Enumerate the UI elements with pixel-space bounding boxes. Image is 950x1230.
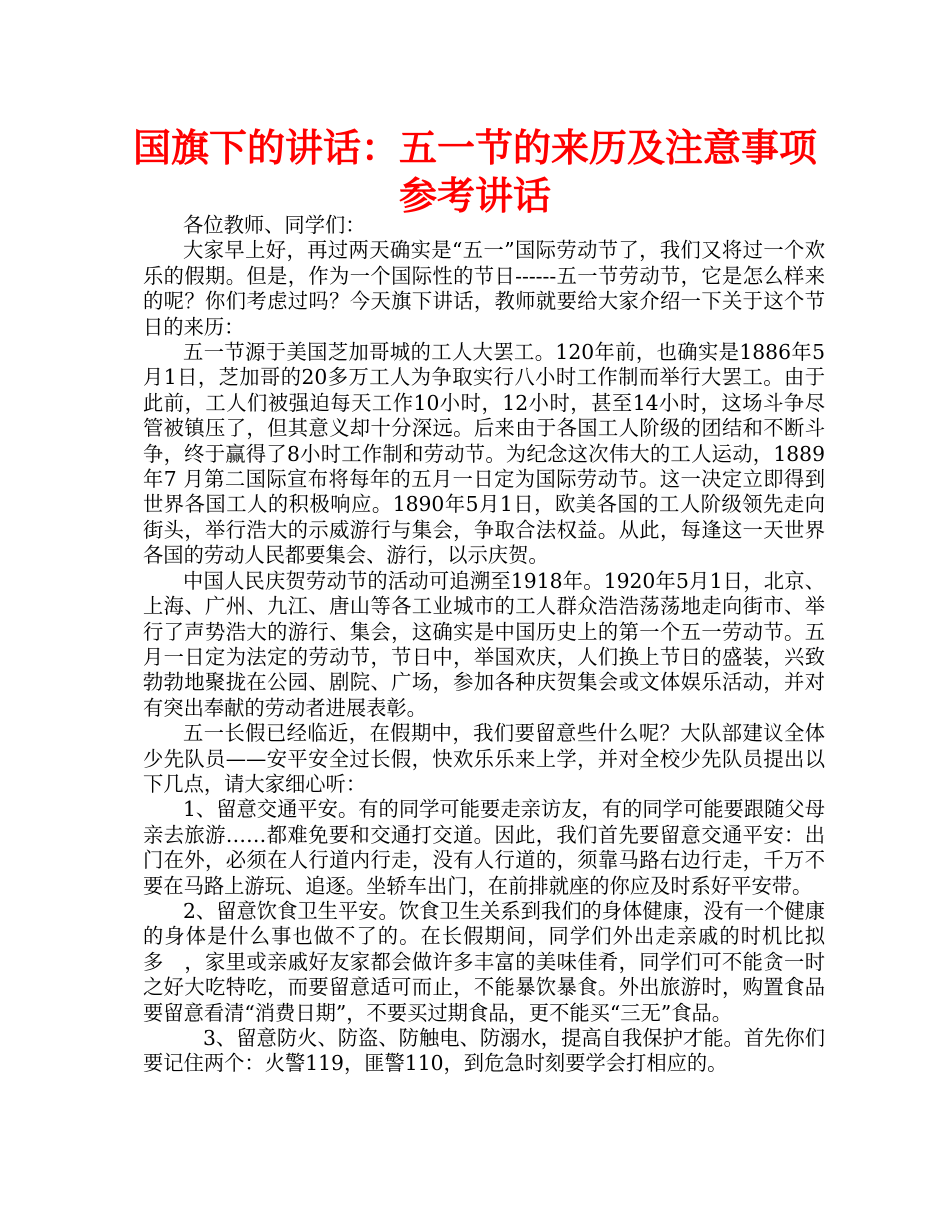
food-safety-paragraph: 2、留意饮食卫生平安。饮食卫生关系到我们的身体健康，没有一个健康的身体是什么事也做不了的。在长假期间，同学们外出走亲戚的时机比拟多 ，家里或亲戚好友家都会做许多丰富的美味佳肴，同学们可不能贪一时之好大吃特吃，而要留意适可而止，不能暴饮暴食。外出旅游时，购置食品要留意看清“消费日期”，不要买过期食品，更不能买“三无”食品。	[143, 898, 825, 1025]
history-paragraph: 五一节源于美国芝加哥城的工人大罢工。120年前，也确实是1886年5月1日，芝加哥的20多万工人为争取实行八小时工作制而举行大罢工。由于此前，工人们被强迫每天工作10小时，12小时，甚至14小时，这场斗争尽管被镇压了，但其意义却十分深远。后来由于各国工人阶级的团结和不断斗争，终于赢得了8小时工作制和劳动节。为纪念这次伟大的工人运动，1889年7 月第二国际宣布将每年的五月一日定为国际劳动节。这一决定立即得到世界各国工人的积极响应。1890年5月1日，欧美各国的工人阶级领先走向街头，举行浩大的示威游行与集会，争取合法权益。从此，每逢这一天世界各国的劳动人民都要集会、游行，以示庆贺。	[143, 340, 825, 568]
intro-paragraph: 大家早上好，再过两天确实是“五一”国际劳动节了，我们又将过一个欢乐的假期。但是，作为一个国际性的节日------五一节劳动节，它是怎么样来的呢？你们考虑过吗？今天旗下讲话，教师就要给大家介绍一下关于这个节日的来历：	[143, 238, 825, 339]
document-title-line2: 参考讲话	[398, 174, 551, 218]
fire-safety-paragraph: 3、留意防火、防盗、防触电、防溺水，提高自我保护才能。首先你们要记住两个：火警119，匪警110，到危急时刻要学会打相应的。	[143, 1026, 825, 1076]
traffic-safety-paragraph: 1、留意交通平安。有的同学可能要走亲访友，有的同学可能要跟随父母亲去旅游……都难免要和交通打交道。因此，我们首先要留意交通平安：出门在外，必须在人行道内行走，没有人行道的，须靠马路右边行走，千万不要在马路上游玩、追逐。坐轿车出门，在前排就座的你应及时系好平安带。	[143, 797, 825, 898]
document-title-line1: 国旗下的讲话：五一节的来历及注意事项	[132, 126, 817, 170]
china-history-paragraph: 中国人民庆贺劳动节的活动可追溯至1918年。1920年5月1日，北京、上海、广州、九江、唐山等各工业城市的工人群众浩浩荡荡地走向街市、举行了声势浩大的游行、集会，这确实是中国历史上的第一个五一劳动节。五月一日定为法定的劳动节，节日中，举国欢庆，人们换上节日的盛装，兴致勃勃地聚拢在公园、剧院、广场，参加各种庆贺集会或文体娱乐活动，并对有突出奉献的劳动者进展表彰。	[143, 568, 825, 720]
holiday-advice-paragraph: 五一长假已经临近，在假期中，我们要留意些什么呢？大队部建议全体少先队员——安平安全过长假，快欢乐乐来上学，并对全校少先队员提出以下几点，请大家细心听：	[143, 721, 825, 796]
salutation-paragraph: 各位教师、同学们：	[183, 213, 366, 237]
document-body	[143, 213, 825, 1077]
